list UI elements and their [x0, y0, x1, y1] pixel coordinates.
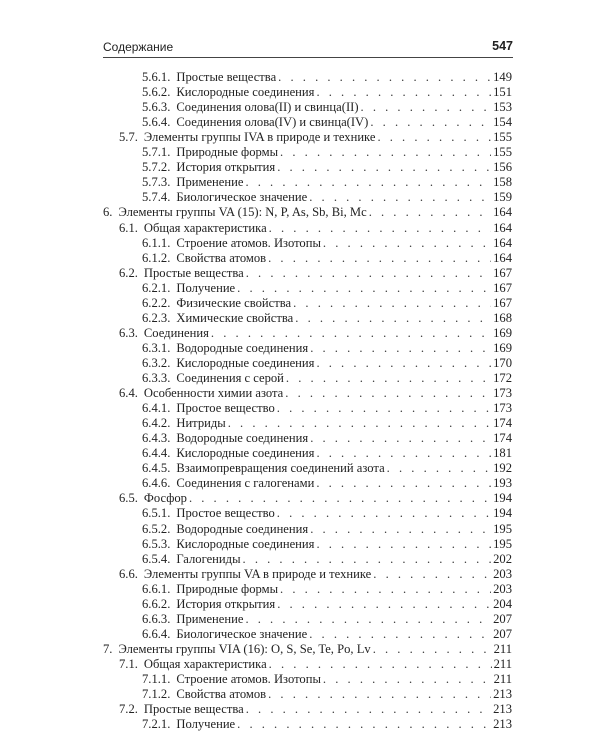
toc-entry-number: 6.2.3.	[142, 310, 171, 325]
toc-entry-number: 6.5.2.	[142, 521, 171, 536]
toc-entry[interactable]	[142, 341, 512, 356]
toc-dot-leader	[295, 311, 491, 326]
toc-entry-title: Кислородные соединения	[176, 536, 315, 551]
toc-dot-leader	[277, 160, 491, 175]
toc-entry[interactable]	[142, 612, 512, 627]
toc-dot-leader	[277, 401, 491, 416]
toc-entry-title: Галогениды	[176, 551, 241, 566]
toc-dot-leader	[285, 386, 491, 401]
toc-entry-page: 211	[493, 672, 512, 686]
toc-entry[interactable]	[142, 537, 512, 552]
toc-entry-page: 172	[493, 371, 512, 385]
toc-entry-title: Элементы группы VIA (16): O, S, Se, Te, Po, Lv	[118, 641, 371, 656]
toc-entry[interactable]	[142, 672, 512, 687]
toc-entry-number: 7.	[103, 641, 113, 656]
toc-entry[interactable]	[142, 552, 512, 567]
toc-entry[interactable]	[142, 190, 512, 205]
toc-dot-leader	[211, 326, 491, 341]
toc-entry-title: Биологическое значение	[176, 626, 308, 641]
toc-entry[interactable]	[142, 582, 512, 597]
toc-entry-title: Элементы группы VA (15): N, P, As, Sb, Bi, Mc	[118, 205, 367, 220]
toc-entry-title: Взаимопревращения соединений азота	[176, 461, 385, 476]
toc-entry-title: Строение атомов. Изотопы	[176, 672, 321, 686]
toc-entry[interactable]	[142, 401, 512, 416]
toc-entry[interactable]	[142, 687, 512, 702]
toc-entry-number: 6.3.	[119, 325, 138, 340]
toc-entry-number: 6.4.5.	[142, 461, 171, 476]
toc-entry[interactable]	[119, 130, 512, 145]
toc-entry-number: 6.3.2.	[142, 355, 171, 370]
toc-entry-title: Простые вещества	[176, 70, 277, 84]
toc-entry[interactable]	[119, 491, 512, 506]
toc-entry-title: Кислородные соединения	[176, 355, 315, 370]
toc-entry-number: 5.6.3.	[142, 100, 171, 115]
toc-entry-title: Природные формы	[176, 581, 279, 596]
toc-dot-leader	[189, 491, 491, 506]
toc-entry-page: 154	[493, 115, 512, 130]
toc-dot-leader	[309, 190, 491, 205]
toc-entry-title: Простое вещество	[176, 401, 275, 416]
toc-entry-title: Элементы группы VA в природе и технике	[143, 566, 372, 581]
toc-entry-number: 6.2.2.	[142, 295, 171, 310]
toc-entry-number: 6.6.2.	[142, 596, 171, 611]
toc-entry-number: 5.7.	[119, 130, 138, 145]
toc-entry-title: История открытия	[176, 160, 276, 175]
toc-entry-number: 7.2.1.	[142, 717, 171, 732]
toc-entry-page: 213	[493, 687, 512, 702]
toc-entry-number: 6.2.	[119, 265, 138, 280]
toc-dot-leader	[237, 281, 491, 296]
toc-entry-number: 6.2.1.	[142, 280, 171, 295]
toc-entry-page: 211	[493, 641, 512, 656]
toc-entry-page: 156	[493, 160, 512, 175]
toc-dot-leader	[246, 702, 491, 717]
toc-dot-leader	[316, 446, 491, 461]
toc-entry-page: 155	[493, 145, 512, 160]
toc-entry-title: Простые вещества	[143, 265, 244, 280]
toc-entry-number: 6.	[103, 205, 113, 220]
toc-entry-page: 204	[493, 596, 512, 611]
toc-dot-leader	[309, 627, 491, 642]
toc-entry-page: 203	[493, 566, 512, 581]
toc-dot-leader	[278, 70, 491, 85]
toc-entry-number: 7.1.2.	[142, 687, 171, 702]
toc-dot-leader	[280, 145, 491, 160]
toc-entry[interactable]	[142, 416, 512, 431]
toc-entry-number: 6.3.3.	[142, 371, 171, 385]
toc-entry[interactable]	[119, 266, 512, 281]
toc-entry-page: 164	[493, 250, 512, 265]
toc-entry-page: 174	[493, 431, 512, 446]
toc-dot-leader	[310, 522, 491, 537]
toc-entry-title: Простые вещества	[143, 702, 244, 717]
toc-entry-page: 211	[493, 656, 512, 671]
toc-entry-title: Фосфор	[143, 491, 187, 506]
toc-entry-title: Водородные соединения	[176, 340, 309, 355]
toc-entry-title: Применение	[176, 175, 244, 190]
toc-entry-title: Особенности химии азота	[143, 386, 284, 401]
toc-entry-title: Строение атомов. Изотопы	[176, 235, 321, 250]
toc-entry-page: 173	[493, 386, 512, 401]
toc-entry[interactable]	[142, 431, 512, 446]
toc-entry-number: 7.1.	[119, 656, 138, 671]
toc-entry[interactable]	[142, 476, 512, 491]
toc-entry[interactable]	[103, 205, 512, 220]
toc-dot-leader	[293, 296, 491, 311]
toc-dot-leader	[245, 612, 491, 627]
toc-dot-leader	[316, 476, 491, 491]
toc-entry-number: 6.4.3.	[142, 431, 171, 446]
toc-entry[interactable]	[142, 251, 512, 266]
toc-entry-page: 213	[493, 717, 512, 732]
toc-entry[interactable]	[142, 160, 512, 175]
toc-dot-leader	[246, 266, 491, 281]
toc-entry-number: 6.6.1.	[142, 581, 171, 596]
toc-entry[interactable]	[142, 627, 512, 642]
toc-entry-number: 6.5.1.	[142, 506, 171, 521]
toc-entry[interactable]	[142, 281, 512, 296]
toc-entry-number: 6.4.2.	[142, 416, 171, 431]
toc-entry-title: Общая характеристика	[143, 220, 267, 235]
toc-dot-leader	[245, 175, 491, 190]
toc-entry-page: 207	[493, 626, 512, 641]
toc-entry-page: 194	[493, 491, 512, 506]
toc-entry-page: 192	[493, 461, 512, 476]
toc-entry-title: Свойства атомов	[176, 687, 267, 702]
toc-dot-leader	[269, 657, 492, 672]
toc-entry[interactable]	[142, 100, 512, 115]
toc-entry-title: Кислородные соединения	[176, 85, 315, 100]
toc-entry[interactable]	[142, 371, 512, 386]
toc-entry-number: 6.4.	[119, 386, 138, 401]
toc-entry-number: 5.6.4.	[142, 115, 171, 130]
toc-entry[interactable]	[142, 115, 512, 130]
header-rule	[103, 57, 513, 58]
toc-entry-number: 6.1.	[119, 220, 138, 235]
toc-entry-number: 5.7.4.	[142, 190, 171, 205]
toc-entry-page: 207	[493, 611, 512, 626]
toc-entry-title: Соединения с серой	[176, 371, 284, 385]
toc-entry[interactable]	[142, 506, 512, 521]
toc-entry-page: 159	[493, 190, 512, 205]
toc-entry-title: Получение	[176, 717, 236, 732]
toc-entry[interactable]	[142, 446, 512, 461]
toc-entry[interactable]	[119, 386, 512, 401]
toc-entry-number: 6.4.1.	[142, 401, 171, 416]
toc-entry[interactable]	[119, 221, 512, 236]
toc-dot-leader	[310, 341, 491, 356]
toc-entry-title: История открытия	[176, 596, 276, 611]
toc-entry-page: 174	[493, 416, 512, 431]
toc-entry[interactable]	[119, 702, 512, 717]
toc-entry-number: 6.5.4.	[142, 551, 171, 566]
toc-entry-page: 151	[493, 85, 512, 100]
toc-entry-page: 167	[493, 280, 512, 295]
toc-dot-leader	[373, 642, 492, 657]
toc-entry-title: Элементы группы IVA в природе и технике	[143, 130, 376, 145]
toc-entry-page: 164	[493, 205, 512, 220]
toc-entry[interactable]	[119, 567, 512, 582]
header-page-number: 547	[492, 39, 513, 53]
toc-entry-title: Применение	[176, 611, 244, 626]
toc-dot-leader	[323, 672, 492, 687]
toc-entry-page: 164	[493, 235, 512, 250]
toc-entry-number: 5.7.2.	[142, 160, 171, 175]
toc-entry-title: Соединения олова(IV) и свинца(IV)	[176, 115, 369, 130]
toc-entry[interactable]	[142, 296, 512, 311]
toc-entry-title: Простое вещество	[176, 506, 275, 521]
toc-entry-page: 169	[493, 325, 512, 340]
toc-entry-title: Водородные соединения	[176, 521, 309, 536]
toc-entry-number: 6.6.4.	[142, 626, 171, 641]
toc-entry-page: 158	[493, 175, 512, 190]
toc-entry[interactable]	[142, 175, 512, 190]
toc-entry-page: 170	[493, 355, 512, 370]
toc-entry-title: Биологическое значение	[176, 190, 308, 205]
toc-entry[interactable]	[119, 326, 512, 341]
toc-entry-title: Соединения	[143, 325, 209, 340]
toc-dot-leader	[361, 100, 492, 115]
toc-entry-page: 164	[493, 220, 512, 235]
toc-dot-leader	[228, 416, 491, 431]
toc-entry-title: Общая характеристика	[143, 656, 267, 671]
toc-entry[interactable]	[142, 145, 512, 160]
toc-entry-title: Химические свойства	[176, 310, 294, 325]
toc-entry-number: 6.1.1.	[142, 235, 171, 250]
toc-entry[interactable]	[142, 311, 512, 326]
toc-dot-leader	[268, 251, 491, 266]
toc-dot-leader	[370, 115, 491, 130]
toc-entry[interactable]	[142, 356, 512, 371]
toc-entry-page: 195	[493, 521, 512, 536]
toc-dot-leader	[280, 582, 491, 597]
toc-entry-number: 6.6.	[119, 566, 138, 581]
running-header	[103, 38, 513, 56]
toc-entry-page: 169	[493, 340, 512, 355]
toc-entry-title: Соединения с галогенами	[176, 476, 315, 491]
toc-entry-title: Получение	[176, 280, 236, 295]
toc-entry-page: 213	[493, 702, 512, 717]
toc-entry-number: 6.1.2.	[142, 250, 171, 265]
toc-entry-number: 5.6.1.	[142, 70, 171, 84]
toc-dot-leader	[269, 221, 491, 236]
toc-entry[interactable]	[142, 85, 512, 100]
toc-entry-number: 6.4.6.	[142, 476, 171, 491]
toc-entry-page: 194	[493, 506, 512, 521]
toc-dot-leader	[277, 506, 491, 521]
toc-dot-leader	[316, 85, 491, 100]
toc-entry-page: 149	[493, 70, 512, 84]
toc-entry-page: 167	[493, 265, 512, 280]
toc-entry[interactable]	[142, 461, 512, 476]
toc-dot-leader	[243, 552, 492, 567]
toc-entry-page: 153	[493, 100, 512, 115]
toc-dot-leader	[369, 205, 491, 220]
toc-entry-title: Соединения олова(II) и свинца(II)	[176, 100, 359, 115]
toc-entry-number: 7.2.	[119, 702, 138, 717]
toc-dot-leader	[387, 461, 491, 476]
toc-entry-number: 6.6.3.	[142, 611, 171, 626]
toc-entry-page: 193	[493, 476, 512, 491]
toc-entry-number: 5.7.1.	[142, 145, 171, 160]
toc-entry[interactable]	[142, 70, 512, 85]
toc-entry-page: 168	[493, 310, 512, 325]
toc-dot-leader	[373, 567, 491, 582]
toc-entry[interactable]	[142, 522, 512, 537]
toc-entry-title: Свойства атомов	[176, 250, 267, 265]
toc-dot-leader	[316, 356, 491, 371]
toc-entry-number: 6.5.	[119, 491, 138, 506]
toc-entry-page: 155	[493, 130, 512, 145]
toc-entry[interactable]	[142, 236, 512, 251]
toc-entry-number: 6.5.3.	[142, 536, 171, 551]
toc-entry-page: 181	[493, 446, 512, 461]
toc-entry[interactable]	[142, 597, 512, 612]
toc-dot-leader	[268, 687, 491, 702]
toc-dot-leader	[310, 431, 491, 446]
toc-entry-number: 7.1.1.	[142, 672, 171, 686]
toc-dot-leader	[323, 236, 491, 251]
toc-entry-number: 5.6.2.	[142, 85, 171, 100]
toc-entry-page: 173	[493, 401, 512, 416]
toc-dot-leader	[237, 717, 491, 732]
toc-dot-leader	[316, 537, 491, 552]
toc-entry-title: Кислородные соединения	[176, 446, 315, 461]
toc-entry-number: 6.4.4.	[142, 446, 171, 461]
header-title: Содержание	[103, 40, 174, 54]
toc-entry-number: 5.7.3.	[142, 175, 171, 190]
toc-dot-leader	[277, 597, 491, 612]
toc-dot-leader	[286, 371, 491, 386]
toc-entry[interactable]	[119, 657, 512, 672]
toc-entry-title: Природные формы	[176, 145, 279, 160]
toc-entry-title: Водородные соединения	[176, 431, 309, 446]
toc-entry-page: 202	[493, 551, 512, 566]
toc-entry-title: Физические свойства	[176, 295, 292, 310]
toc-entry-title: Нитриды	[176, 416, 226, 431]
toc-entry-page: 167	[493, 295, 512, 310]
toc-entry-page: 195	[493, 536, 512, 551]
toc-entry[interactable]	[103, 642, 512, 657]
toc-entry[interactable]	[142, 717, 512, 732]
toc-dot-leader	[377, 130, 491, 145]
toc-entry-number: 6.3.1.	[142, 340, 171, 355]
toc-entry-page: 203	[493, 581, 512, 596]
